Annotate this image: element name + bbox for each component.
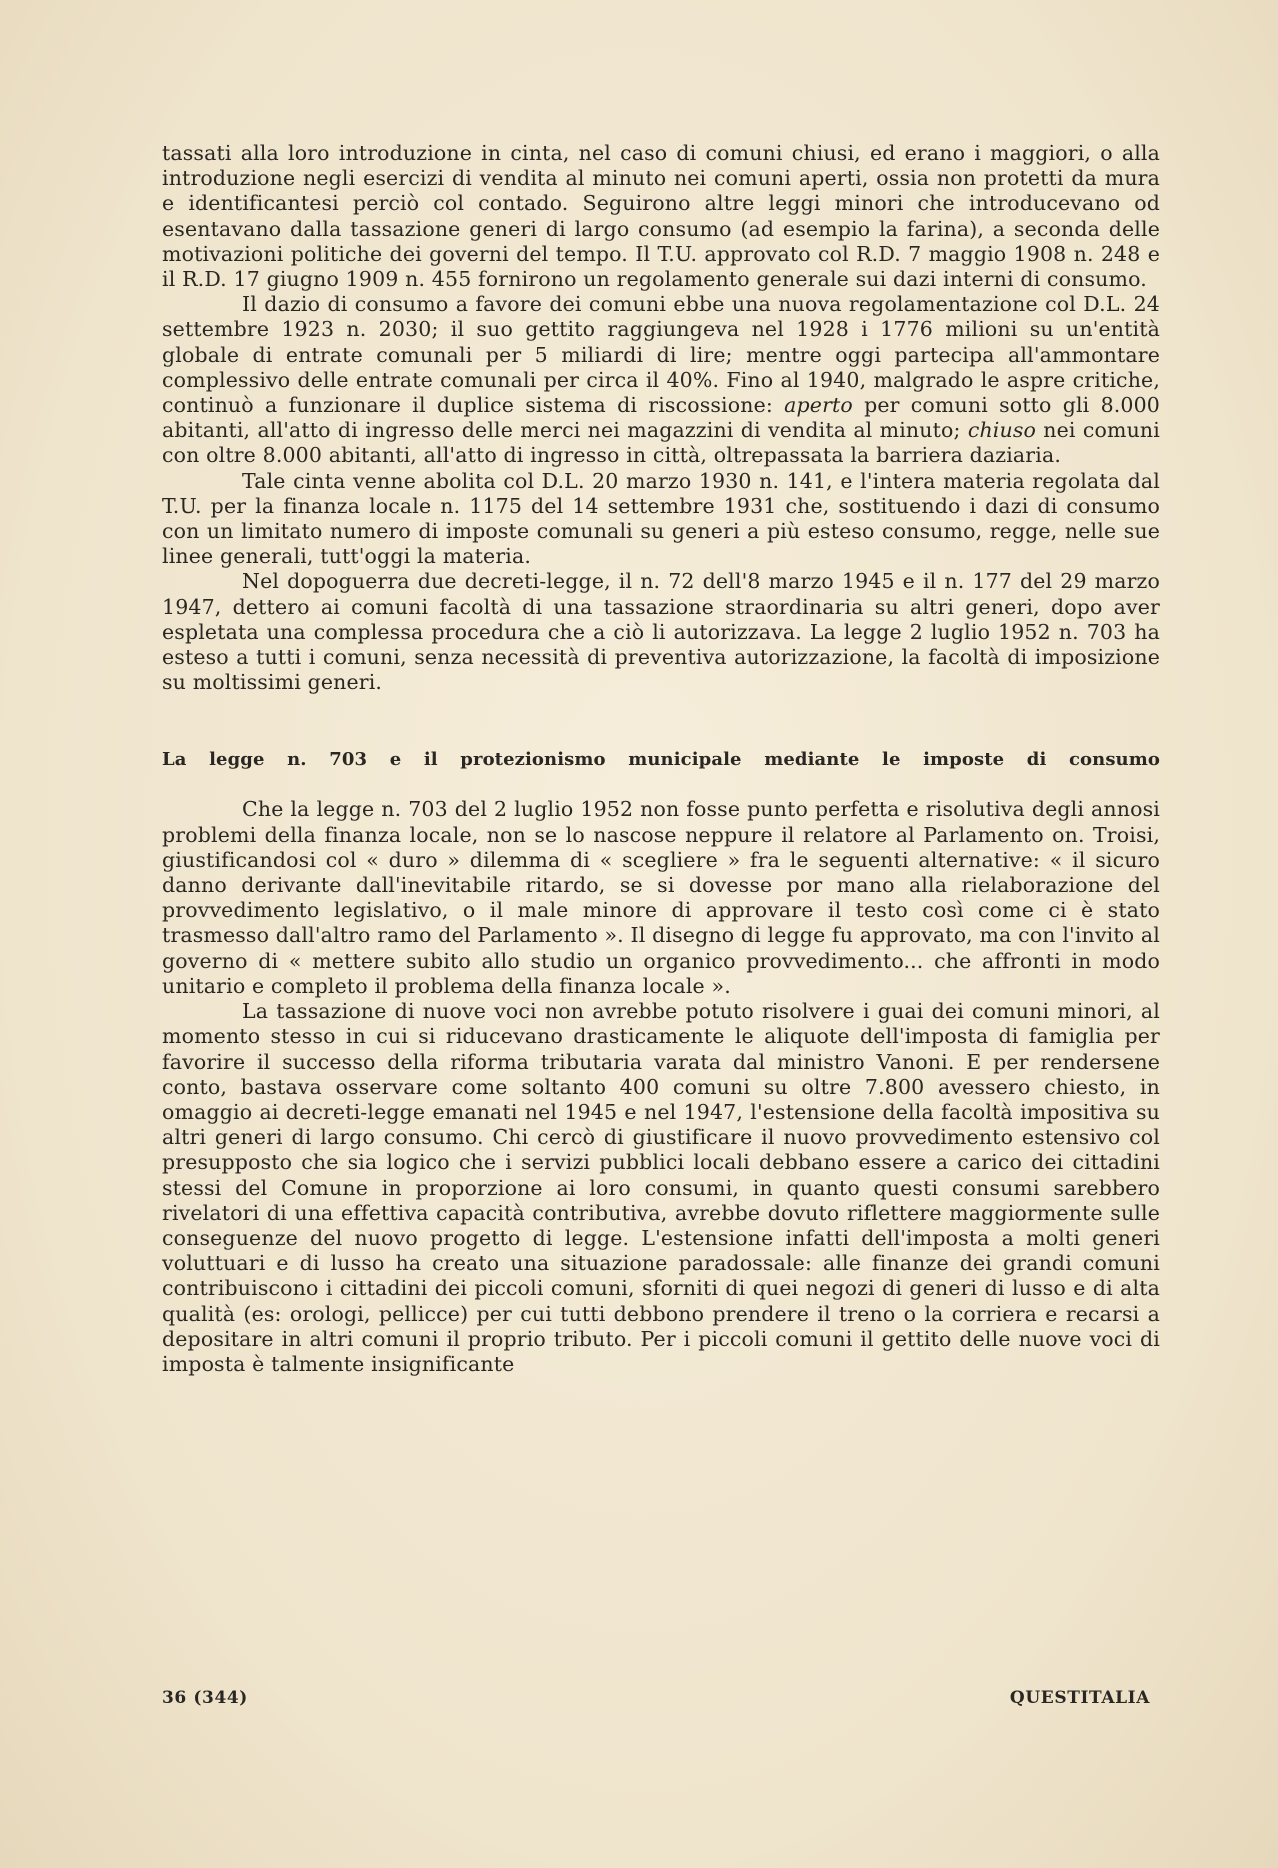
paragraph-4: Nel dopoguerra due decreti-legge, il n. 72 dell'8 marzo 1945 e il n. 177 del 29 marzo 1947, dettero ai comuni facoltà di una tassazione straordinaria su altri generi, dopo aver espletata una complessa procedura che a ciò li autorizzava. La legge 2 luglio 1952 n. 703 ha esteso a tutti i comuni, senza necessità di preventiva autorizzazione, la facoltà di imposizione su moltissimi generi. — [162, 569, 1160, 695]
paragraph-2-text-a: Il dazio di consumo a favore dei comuni ebbe una nuova regolamentazione col D.L. 24 settembre 1923 n. 2030; il suo gettito raggiungeva nel 1928 i 1776 milioni su un'entità globale di entrate comunali per 5 miliardi di lire; mentre oggi partecipa all'ammontare complessivo delle entrate comunali per circa il 40%. Fino al 1940, malgrado le aspre critiche, continuò a funzionare il duplice sistema di riscossione: — [162, 292, 1160, 418]
paragraph-2 — [162, 292, 1160, 468]
text-column — [162, 141, 1160, 1377]
paragraph-1: tassati alla loro introduzione in cinta, nel caso di comuni chiusi, ed erano i maggiori, o alla introduzione negli esercizi di vendita al minuto nei comuni aperti, ossia non protetti da mura e identificantesi perciò col contado. Seguirono altre leggi minori che introducevano od esentavano dalla tassazione generi di largo consumo (ad esempio la farina), a seconda delle motivazioni politiche dei governi del tempo. Il T.U. approvato col R.D. 7 maggio 1908 n. 248 e il R.D. 17 giugno 1909 n. 455 fornirono un regolamento generale sui dazi interni di consumo. — [162, 141, 1160, 292]
page-number: 36 (344) — [162, 1688, 248, 1708]
page-footer — [162, 1688, 1150, 1708]
paragraph-3: Tale cinta venne abolita col D.L. 20 marzo 1930 n. 141, e l'intera materia regolata dal T.U. per la finanza locale n. 1175 del 14 settembre 1931 che, sostituendo i dazi di consumo con un limitato numero di imposte comunali su generi a più esteso consumo, regge, nelle sue linee generali, tutt'oggi la materia. — [162, 468, 1160, 569]
paragraph-6: La tassazione di nuove voci non avrebbe potuto risolvere i guai dei comuni minori, al momento stesso in cui si riducevano drasticamente le aliquote dell'imposta di famiglia per favorire il successo della riforma tributaria varata dal ministro Vanoni. E per rendersene conto, bastava osservare come soltanto 400 comuni su oltre 7.800 avessero chiesto, in omaggio ai decreti-legge emanati nel 1945 e nel 1947, l'estensione della facoltà impositiva su altri generi di largo consumo. Chi cercò di giustificare il nuovo provvedimento estensivo col presupposto che sia logico che i servizi pubblici locali debbano essere a carico dei cittadini stessi del Comune in proporzione ai loro consumi, in quanto questi consumi sarebbero rivelatori di una effettiva capacità contributiva, avrebbe dovuto riflettere maggiormente sulle conseguenze del nuovo progetto di legge. L'estensione infatti dell'imposta a molti generi voluttuari e di lusso ha creato una situazione paradossale: alle finanze dei grandi comuni contribuiscono i cittadini dei piccoli comuni, sforniti di quei negozi di generi di lusso e di alta qualità (es: orologi, pellicce) per cui tutti debbono prendere il treno o la corriera e recarsi a depositare in altri comuni il proprio tributo. Per i piccoli comuni il gettito delle nuove voci di imposta è talmente insignificante — [162, 999, 1160, 1376]
term-chiuso: chiuso — [967, 418, 1037, 443]
publication-name: QUESTITALIA — [1009, 1688, 1150, 1708]
paragraph-2-text-b: per comuni sotto gli 8.000 abitanti, all'atto di ingresso delle merci nei magazzini di vendita al minuto; — [162, 393, 1161, 443]
term-aperto: aperto — [784, 393, 853, 418]
paragraph-2-text-c: nei comuni con oltre 8.000 abitanti, all'atto di ingresso in città, oltrepassata la barriera daziaria. — [162, 418, 1160, 468]
paragraph-5: Che la legge n. 703 del 2 luglio 1952 non fosse punto perfetta e risolutiva degli annosi problemi della finanza locale, non se lo nascose neppure il relatore al Parlamento on. Troisi, giustificandosi col « duro » dilemma di « scegliere » fra le seguenti alternative: « il sicuro danno derivante dall'inevitabile ritardo, se si dovesse por mano alla rielaborazione del provvedimento legislativo, o il male minore di approvare il testo così come ci è stato trasmesso dall'altro ramo del Parlamento ». Il disegno di legge fu approvato, ma con l'invito al governo di « mettere subito allo studio un organico provvedimento... che affronti in modo unitario e completo il problema della finanza locale ». — [162, 797, 1160, 998]
section-heading: La legge n. 703 e il protezionismo municipale mediante le imposte di consumo — [162, 749, 1160, 771]
